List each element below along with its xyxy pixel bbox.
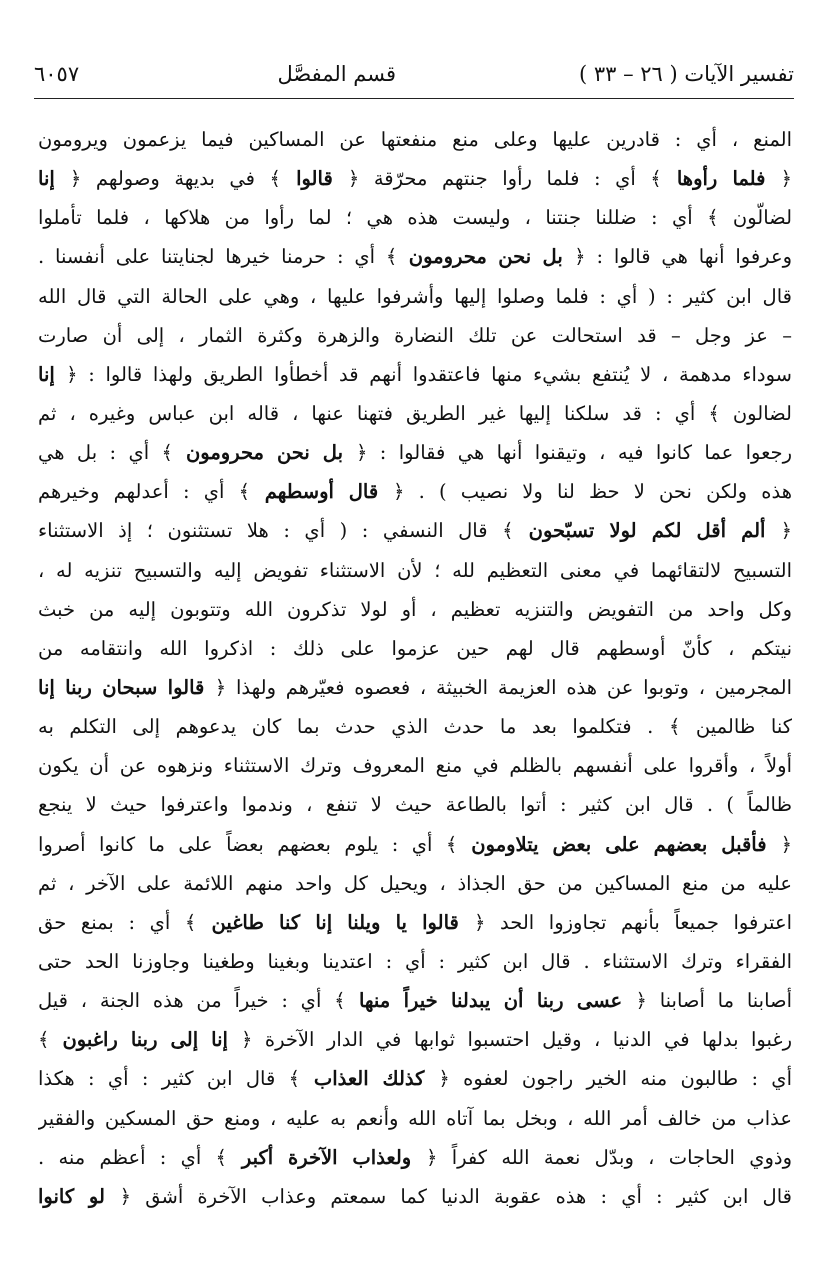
text-line: قال ابن كثير : أي : هذه عقوبة الدنيا كما سمعتم وعذاب الآخرة أشق ﴿ لو كانوا xyxy=(38,1184,792,1208)
text-line: كنا ظالمين ﴾ . فتكلموا بعد ما حدث الذي حدث بما كان يدعوهم إلى التكلم به xyxy=(38,715,792,739)
text-line: أصابنا ما أصابنا ﴿ عسى ربنا أن يبدلنا خيراً منها ﴾ أي : خيراً من هذه الجنة ، قيل xyxy=(38,989,792,1013)
text-line: – عز وجل – قد استحالت عن تلك النضارة والزهرة وكثرة الثمار ، إلى أن صارت xyxy=(38,323,792,347)
text-line: قال ابن كثير : ( أي : فلما وصلوا إليها وأشرفوا عليها ، وهي على الحالة التي قال الله xyxy=(38,284,792,308)
text-line: عليه من منع المساكين من حق الجذاذ ، ويحيل كل واحد منهم اللائمة على الآخر ، ثم xyxy=(38,871,792,895)
text-line: وعرفوا أنها هي قالوا : ﴿ بل نحن محرومون ﴾ أي : حرمنا خيرها لجنايتنا على أنفسنا . xyxy=(38,245,792,269)
text-line: أي : طالبون منه الخير راجون لعفوه ﴿ كذلك العذاب ﴾ قال ابن كثير : أي : هكذا xyxy=(38,1067,792,1091)
page-header xyxy=(34,62,794,96)
text-line: هذه ولكن نحن لا حظ لنا ولا نصيب ) . ﴿ قال أوسطهم ﴾ أي : أعدلهم وخيرهم xyxy=(38,480,792,504)
quran-quote: قالوا يا ويلنا إنا كنا طاغين xyxy=(196,910,474,934)
text-line: ﴿ فلما رأوها ﴾ أي : فلما رأوا جنتهم محرّقة ﴿ قالوا ﴾ في بديهة وصولهم ﴿ إنا xyxy=(38,167,792,191)
quran-quote: إنا xyxy=(38,167,70,191)
text-line: عذاب من خالف أمر الله ، وبخل بما آتاه الله وأنعم به عليه ، ومنع حق المسكين والفقير xyxy=(38,1106,792,1130)
text-line: ﴿ فأقبل بعضهم على بعض يتلاومون ﴾ أي : يلوم بعضهم بعضاً على ما كانوا أصروا xyxy=(38,832,792,856)
text-line: ﴿ ألم أقل لكم لولا تسبّحون ﴾ قال النسفي : ( أي : هلا تستثنون ؛ إذ الاستثناء xyxy=(38,519,792,543)
text-line: لضالّون ﴾ أي : ضللنا جنتنا ، وليست هذه هي ؛ لما رأوا من هلاكها ، فلما تأملوا xyxy=(38,206,792,230)
quran-quote: فلما رأوها xyxy=(661,167,781,191)
text-line: الفقراء وترك الاستثناء . قال ابن كثير : أي : اعتدينا وبغينا وطغينا وجاوزنا الحد حتى xyxy=(38,949,792,973)
text-line: وكل واحد من التفويض والتنزيه تعظيم ، أو لولا تذكرون الله وتتوبون إليه من خبث xyxy=(38,597,792,621)
quran-quote: قال أوسطهم xyxy=(250,480,393,504)
quran-quote: فأقبل بعضهم على بعض يتلاومون xyxy=(457,832,781,856)
text-line: لضالون ﴾ أي : قد سلكنا إليها غير الطريق فتهنا عنها ، قاله ابن عباس وغيره ، ثم xyxy=(38,401,792,425)
text-line: رجعوا عما كانوا فيه ، وتيقنوا أنها هي فقالوا : ﴿ بل نحن محرومون ﴾ أي : بل هي xyxy=(38,441,792,465)
text-line: أولاً ، وأقروا على أنفسهم بالظلم في منع المعروف وترك الاستثناء ونزهوه عن أن يكون xyxy=(38,754,792,778)
quran-quote: لو كانوا xyxy=(38,1184,120,1208)
text-line: المجرمين ، وتوبوا عن هذه العزيمة الخبيثة ، فعصوه فعيّرهم ولهذا ﴿ قالوا سبحان ربنا إنا xyxy=(38,675,792,699)
text-line: سوداء مدهمة ، لا يُنتفع بشيء منها فاعتقدوا أنهم قد أخطأوا الطريق ولهذا قالوا : ﴿ إنا xyxy=(38,362,792,386)
quran-quote: قالوا سبحان ربنا إنا xyxy=(38,675,215,699)
text-line: وذوي الحاجات ، وبدّل نعمة الله كفراً ﴿ ولعذاب الآخرة أكبر ﴾ أي : أعظم منه . xyxy=(38,1145,792,1169)
quran-quote: إنا xyxy=(38,362,67,386)
text-line: التسبيح لالتقائهما في معنى التعظيم لله ؛ لأن الاستثناء تفويض إليه والتسبيح تنزيه له ، xyxy=(38,558,792,582)
quran-quote: قالوا xyxy=(280,167,348,191)
quran-quote: ألم أقل لكم لولا تسبّحون xyxy=(513,519,781,543)
quran-quote: بل نحن محرومون xyxy=(172,441,356,465)
quran-quote: كذلك العذاب xyxy=(300,1067,439,1091)
quran-quote: بل نحن محرومون xyxy=(397,245,575,269)
page-number: ٦٠٥٧ xyxy=(34,62,80,86)
header-rule xyxy=(34,98,794,99)
page-body xyxy=(38,120,792,1216)
quran-quote: عسى ربنا أن يبدلنا خيراً منها xyxy=(345,989,636,1013)
text-line: اعترفوا جميعاً بأنهم تجاوزوا الحد ﴿ قالوا يا ويلنا إنا كنا طاغين ﴾ أي : بمنع حق xyxy=(38,910,792,934)
quran-quote: إنا إلى ربنا راغبون xyxy=(49,1028,242,1052)
header-section: قسم المفصَّل xyxy=(277,62,396,86)
text-line: المنع ، أي : قادرين عليها وعلى منع منفعتها عن المساكين فيما يزعمون ويرومون xyxy=(38,128,792,151)
text-line: نيتكم ، كأنّ أوسطهم قال لهم حين عزموا على ذلك : اذكروا الله وانتقامه من xyxy=(38,636,792,660)
text-line: ظالماً ) . قال ابن كثير : أتوا بالطاعة حيث لا تنفع ، وندموا واعترفوا حيث لا ينجع xyxy=(38,793,792,817)
header-title: تفسير الآيات ( ٢٦ – ٣٣ ) xyxy=(578,62,794,86)
text-line: رغبوا بدلها في الدنيا ، وقيل احتسبوا ثوابها في الدار الآخرة ﴿ إنا إلى ربنا راغبون ﴾ xyxy=(38,1028,792,1052)
quran-quote: ولعذاب الآخرة أكبر xyxy=(226,1145,427,1169)
